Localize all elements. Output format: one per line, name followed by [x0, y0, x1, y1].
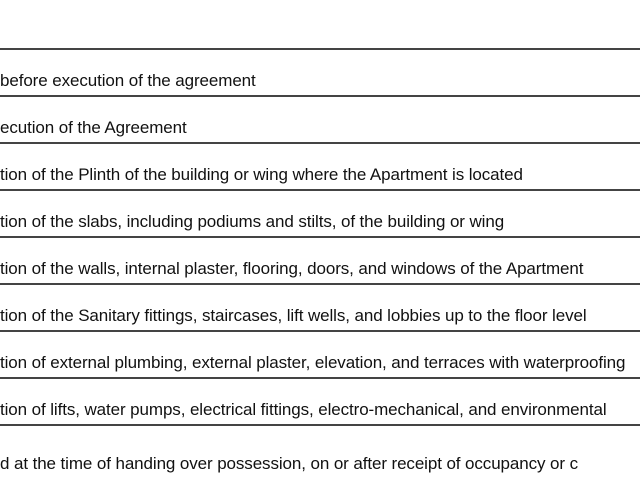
table-cell-text: tion of the Plinth of the building or wing where the Apartment is located [0, 165, 523, 184]
table-header-row [0, 0, 640, 50]
table-row [0, 191, 640, 238]
table-cell-text: tion of external plumbing, external plaster, elevation, and terraces with waterproofing [0, 353, 626, 372]
table-row [0, 97, 640, 144]
table-row [0, 144, 640, 191]
table-row [0, 332, 640, 379]
table-cell-text: tion of lifts, water pumps, electrical fittings, electro-mechanical, and environmental [0, 400, 607, 419]
table-cell-text: tion of the Sanitary fittings, staircases, lift wells, and lobbies up to the floor level [0, 306, 587, 325]
table-cell-text: ecution of the Agreement [0, 118, 187, 137]
table-row [0, 379, 640, 426]
table-cell-text: tion of the slabs, including podiums and stilts, of the building or wing [0, 212, 505, 231]
table-row [0, 50, 640, 97]
table-row [0, 285, 640, 332]
table-row [0, 426, 640, 480]
table-row [0, 238, 640, 285]
table-cell-text: tion of the walls, internal plaster, flooring, doors, and windows of the Apartment [0, 259, 584, 278]
table-cell-text: before execution of the agreement [0, 71, 256, 90]
table-cell-text: d at the time of handing over possession, on or after receipt of occupancy or c [0, 454, 578, 473]
